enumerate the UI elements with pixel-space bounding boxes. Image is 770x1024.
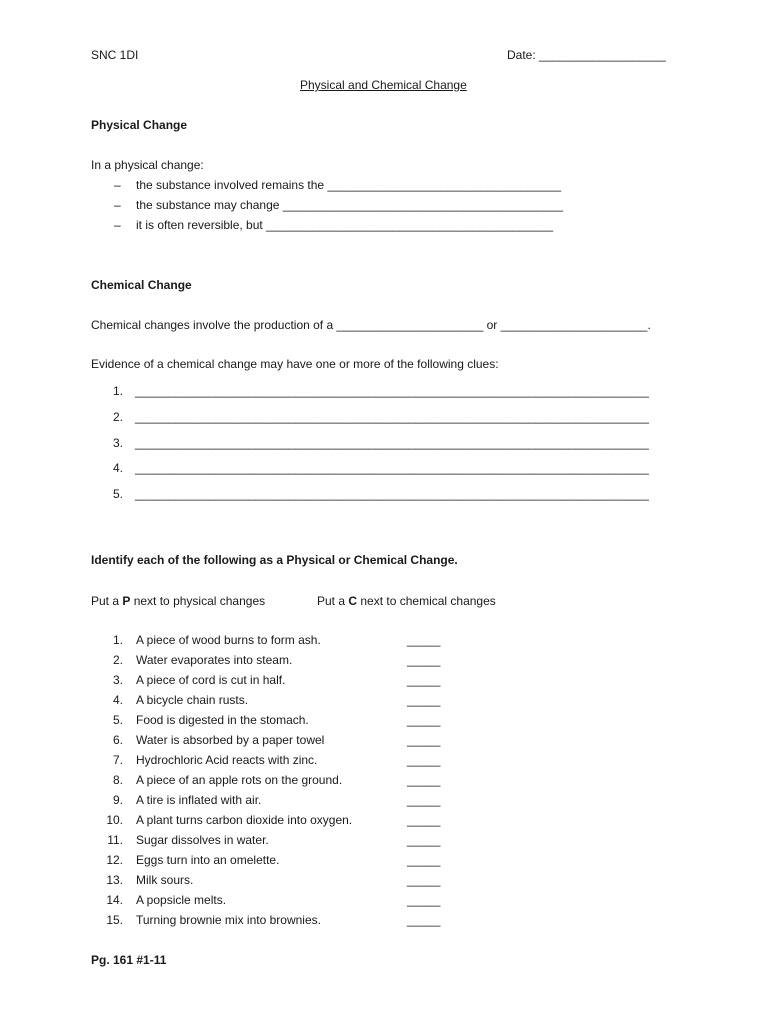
clue-blank: _____________________________________________________________________________ bbox=[135, 436, 649, 450]
answer-blank: _____ bbox=[407, 693, 441, 707]
physical-dash-1: – bbox=[114, 178, 121, 192]
item-number: 13. bbox=[106, 873, 123, 887]
item-number: 7. bbox=[112, 753, 123, 767]
chemical-production: Chemical changes involve the production of a ______________________ or ______________________. bbox=[91, 318, 651, 332]
p-letter: P bbox=[122, 594, 131, 608]
item-number: 12. bbox=[106, 853, 123, 867]
answer-blank: _____ bbox=[407, 873, 441, 887]
physical-item-3: it is often reversible, but ___________________________________________ bbox=[136, 218, 554, 232]
item-number: 1. bbox=[112, 633, 123, 647]
clue-number: 1. bbox=[112, 384, 123, 398]
item-text: Sugar dissolves in water. bbox=[136, 833, 269, 847]
clue-blank: _____________________________________________________________________________ bbox=[135, 384, 649, 398]
item-text: Hydrochloric Acid reacts with zinc. bbox=[136, 753, 318, 767]
clue-number: 4. bbox=[112, 461, 123, 475]
answer-blank: _____ bbox=[407, 773, 441, 787]
physical-intro: In a physical change: bbox=[91, 158, 204, 172]
answer-blank: _____ bbox=[407, 853, 441, 867]
item-number: 2. bbox=[112, 653, 123, 667]
answer-blank: _____ bbox=[407, 753, 441, 767]
answer-blank: _____ bbox=[407, 653, 441, 667]
physical-dash-2: – bbox=[114, 198, 121, 212]
item-number: 14. bbox=[106, 893, 123, 907]
item-text: Food is digested in the stomach. bbox=[136, 713, 309, 727]
chemical-heading: Chemical Change bbox=[91, 278, 192, 292]
item-text: A piece of wood burns to form ash. bbox=[136, 633, 321, 647]
identify-heading: Identify each of the following as a Physical or Chemical Change. bbox=[91, 553, 458, 567]
item-number: 10. bbox=[106, 813, 123, 827]
answer-blank: _____ bbox=[407, 893, 441, 907]
clue-blank: _____________________________________________________________________________ bbox=[135, 461, 649, 475]
physical-instruction bbox=[91, 594, 265, 609]
put-a-text: Put a bbox=[317, 594, 349, 608]
evidence-intro: Evidence of a chemical change may have one or more of the following clues: bbox=[91, 357, 499, 371]
clue-number: 2. bbox=[112, 410, 123, 424]
item-text: A tire is inflated with air. bbox=[136, 793, 262, 807]
item-number: 5. bbox=[112, 713, 123, 727]
item-text: Water is absorbed by a paper towel bbox=[136, 733, 325, 747]
course-code: SNC 1DI bbox=[91, 48, 139, 62]
put-a-text: Put a bbox=[91, 594, 123, 608]
answer-blank: _____ bbox=[407, 673, 441, 687]
answer-blank: _____ bbox=[407, 793, 441, 807]
answer-blank: _____ bbox=[407, 733, 441, 747]
answer-blank: _____ bbox=[407, 813, 441, 827]
item-number: 6. bbox=[112, 733, 123, 747]
page-title: Physical and Chemical Change bbox=[300, 78, 467, 92]
p-instruction-rest: next to physical changes bbox=[130, 594, 266, 608]
item-number: 3. bbox=[112, 673, 123, 687]
c-letter: C bbox=[348, 594, 358, 608]
item-text: A bicycle chain rusts. bbox=[136, 693, 249, 707]
clue-blank: _____________________________________________________________________________ bbox=[135, 487, 649, 501]
physical-item-1: the substance involved remains the ___________________________________ bbox=[136, 178, 562, 192]
c-instruction-rest: next to chemical changes bbox=[357, 594, 496, 608]
page-reference: Pg. 161 #1-11 bbox=[91, 953, 167, 967]
date-label: Date: bbox=[507, 48, 536, 62]
item-text: Turning brownie mix into brownies. bbox=[136, 913, 321, 927]
item-text: A piece of an apple rots on the ground. bbox=[136, 773, 343, 787]
date-blank: ___________________ bbox=[539, 48, 666, 62]
item-text: A piece of cord is cut in half. bbox=[136, 673, 286, 687]
item-text: Milk sours. bbox=[136, 873, 194, 887]
item-number: 4. bbox=[112, 693, 123, 707]
clue-number: 5. bbox=[112, 487, 123, 501]
answer-blank: _____ bbox=[407, 633, 441, 647]
physical-item-2: the substance may change __________________________________________ bbox=[136, 198, 564, 212]
clue-number: 3. bbox=[112, 436, 123, 450]
item-number: 15. bbox=[106, 913, 123, 927]
clue-blank: _____________________________________________________________________________ bbox=[135, 410, 649, 424]
answer-blank: _____ bbox=[407, 833, 441, 847]
item-text: Water evaporates into steam. bbox=[136, 653, 293, 667]
item-number: 9. bbox=[112, 793, 123, 807]
item-text: A plant turns carbon dioxide into oxygen. bbox=[136, 813, 353, 827]
item-text: Eggs turn into an omelette. bbox=[136, 853, 280, 867]
answer-blank: _____ bbox=[407, 713, 441, 727]
physical-heading: Physical Change bbox=[91, 118, 188, 132]
answer-blank: _____ bbox=[407, 913, 441, 927]
item-text: A popsicle melts. bbox=[136, 893, 227, 907]
chemical-instruction bbox=[317, 594, 496, 609]
item-number: 8. bbox=[112, 773, 123, 787]
item-number: 11. bbox=[107, 833, 123, 847]
date-field bbox=[507, 48, 666, 63]
physical-dash-3: – bbox=[114, 218, 121, 232]
